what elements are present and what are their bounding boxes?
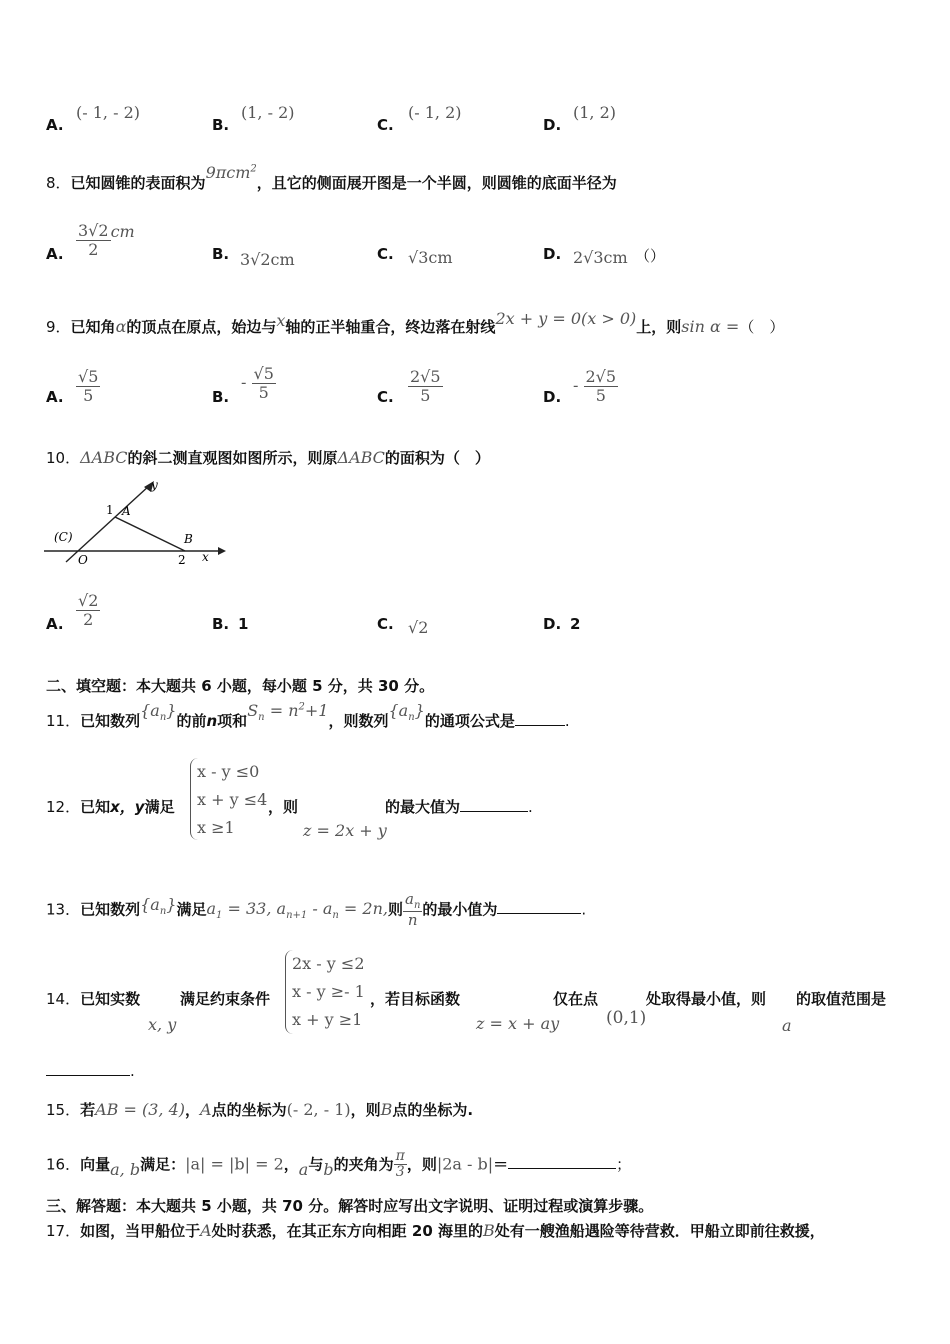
q8-option-a-unit: cm	[110, 222, 135, 241]
q15-point-b: B	[380, 1100, 393, 1119]
q15-text-4: ，则	[350, 1101, 381, 1119]
question-8-stem	[46, 163, 617, 193]
q14-text-1: 已知实数	[80, 990, 141, 1008]
q15-text-1: 若	[80, 1101, 96, 1119]
q8-option-d-letter: D.	[543, 245, 562, 263]
q14-constraint-system	[285, 950, 365, 1034]
q14-text-5: 处取得最小值，则	[646, 990, 767, 1008]
q12-tail	[385, 796, 533, 817]
q14-xy: x, y	[148, 1015, 177, 1034]
q8-text-post: ，且它的侧面展开图是一个半圆，则圆锥的底面半径为	[256, 174, 617, 192]
q16-text-7: ＝	[493, 1155, 509, 1174]
q9-ray: 2x + y = 0(x > 0)	[495, 309, 637, 328]
q7-option-c-letter: C.	[377, 116, 394, 134]
q12-number: 12．	[46, 798, 81, 816]
q14-constraint-3: x + y ≥1	[292, 1010, 363, 1029]
q14-constraint-2: x - y ≥- 1	[292, 982, 365, 1001]
q16-vectors: a, b	[110, 1160, 141, 1180]
fig-label-o: O	[78, 553, 88, 567]
q8-area	[206, 163, 257, 182]
q11-number: 11．	[46, 712, 81, 730]
q15-text-5: 点的坐标为.	[392, 1101, 474, 1119]
q11-seq-a: {a	[140, 701, 160, 720]
q9-x: x	[276, 311, 286, 330]
q7-option-a-value: (- 1, - 2)	[76, 103, 140, 122]
question-12-stem	[46, 796, 175, 817]
q16-number: 16．	[46, 1155, 81, 1174]
q13-condition	[206, 899, 388, 922]
fig-label-a: A	[122, 504, 131, 518]
q14-text-4: 仅在点	[553, 990, 599, 1008]
q10-option-b-value: 1	[238, 615, 249, 633]
q9-option-a-value	[76, 368, 100, 404]
q12-constraint-system	[190, 758, 267, 840]
q11-eq-exp: 2	[298, 701, 305, 713]
q12-text-1: 已知	[80, 798, 111, 816]
q13-cond-sub1: 1	[216, 910, 223, 922]
q15-point-a: A	[200, 1100, 212, 1119]
q14-text-3: ，若目标函数	[370, 990, 461, 1008]
q15-text-3: 点的坐标为	[211, 1101, 287, 1119]
q9-option-c-num: 2√5	[410, 367, 441, 386]
q11-seq2-sub: n	[408, 712, 415, 724]
q10-option-d-value: 2	[570, 615, 581, 633]
q11-seq2-a: {a	[388, 701, 409, 720]
fig-label-two: 2	[178, 553, 186, 567]
q9-option-c-value	[408, 368, 443, 404]
q13-cond-2: = 33, a	[227, 899, 287, 919]
q11-answer-blank[interactable]	[515, 725, 565, 726]
q13-text-1: 已知数列	[80, 900, 141, 919]
q11-text-4: ，则数列	[328, 712, 389, 730]
q9-option-b-num: √5	[253, 364, 274, 383]
fig-label-y: y	[151, 478, 158, 492]
q7-option-a-letter: A.	[46, 116, 64, 134]
question-9-stem	[46, 309, 785, 337]
q10-text-1: 的斜二测直观图如图所示，则原	[127, 449, 338, 467]
q11-end: .	[564, 712, 570, 730]
q13-end: .	[581, 900, 587, 919]
q8-option-b-value: 3√2cm	[240, 250, 295, 269]
q8-option-a-num: 3√2	[78, 221, 109, 240]
q13-seq-a: {a	[140, 895, 160, 915]
q8-option-d-value: 2√3cm	[573, 248, 628, 267]
q7-option-b-letter: B.	[212, 116, 230, 134]
q11-seq-close: }	[166, 701, 177, 720]
q9-option-d-num: 2√5	[585, 367, 617, 386]
q16-angle	[394, 1149, 407, 1181]
segment-ab	[115, 517, 185, 551]
q7-option-d-letter: D.	[543, 116, 562, 134]
q8-option-d-tail: （）	[635, 247, 666, 265]
q13-cond-4: = 2n,	[343, 899, 388, 919]
x-axis-arrow	[218, 547, 226, 555]
q10-option-c-letter: C.	[377, 615, 394, 633]
q13-cond-sub3: n	[332, 910, 339, 922]
q8-number: 8．	[46, 174, 71, 192]
q13-seq-sub: n	[159, 906, 167, 918]
q13-text-4: 的最小值为	[422, 900, 498, 919]
q9-number: 9．	[46, 318, 71, 336]
fig-label-x: x	[202, 550, 209, 564]
q8-option-a-letter: A.	[46, 245, 64, 263]
q14-text-2: 满足约束条件	[180, 990, 271, 1008]
question-16	[46, 1149, 631, 1181]
q10-option-a-letter: A.	[46, 615, 64, 633]
q10-triangle: ΔABC	[80, 448, 128, 467]
q7-option-b-value: (1, - 2)	[241, 103, 295, 122]
q11-seq-2	[388, 701, 425, 724]
q13-number: 13．	[46, 900, 81, 919]
q9-option-c-letter: C.	[377, 388, 394, 406]
q8-option-c-letter: C.	[377, 245, 394, 263]
question-11	[46, 701, 570, 733]
q12-end: .	[528, 798, 533, 816]
q16-three: 3	[395, 1164, 405, 1181]
q17-text-1: 如图，当甲船位于	[80, 1222, 201, 1240]
q13-cond-sub2: n+1	[286, 910, 308, 922]
q7-option-d-value: (1, 2)	[573, 103, 617, 122]
q9-text-3: 轴的正半轴重合，终边落在射线	[285, 318, 496, 336]
q13-fraction	[403, 891, 422, 929]
q11-sum	[247, 701, 329, 724]
q10-triangle-2: ΔABC	[337, 448, 385, 467]
q9-sin: sin α =	[681, 317, 740, 336]
q14-a: a	[782, 1016, 792, 1035]
q14-constraint-1: 2x - y ≤2	[292, 954, 365, 973]
q9-option-c-den: 5	[420, 385, 431, 405]
q13-seq-close: }	[166, 895, 177, 915]
q8-text-pre: 已知圆锥的表面积为	[70, 174, 206, 192]
q12-constraint-2: x + y ≤4	[197, 790, 268, 809]
q12-constraint-1: x - y ≤0	[197, 762, 260, 781]
q16-a: a	[298, 1160, 309, 1180]
q11-seq	[140, 701, 177, 724]
q11-seq-sub: n	[159, 712, 167, 724]
q10-option-c-value: √2	[408, 618, 429, 637]
q16-text-5: 的夹角为	[333, 1155, 394, 1174]
question-14-stem	[46, 988, 140, 1009]
q17-point-a: A	[200, 1221, 212, 1240]
q11-seq2-close: }	[414, 701, 425, 720]
q10-option-b-letter: B.	[212, 615, 230, 633]
q10-number: 10．	[46, 449, 81, 467]
q8-option-b-letter: B.	[212, 245, 230, 263]
q15-number: 15．	[46, 1101, 81, 1119]
q13-seq	[140, 895, 177, 918]
q9-option-d-value	[573, 368, 618, 404]
q12-text-2: 满足	[144, 798, 175, 816]
question-15	[46, 1099, 473, 1120]
q9-option-d-sign: -	[573, 375, 579, 395]
q8-area-exp: 2	[250, 163, 257, 175]
q17-number: 17．	[46, 1222, 81, 1240]
q15-coord: (- 2, - 1)	[286, 1100, 351, 1119]
q9-option-b-den: 5	[258, 382, 269, 402]
q9-option-b-sign: -	[241, 372, 247, 392]
q17-point-b: B	[483, 1221, 495, 1240]
q12-text-3: ，则	[268, 798, 299, 816]
q16-expression: |2a - b|	[436, 1154, 494, 1174]
q11-text-3: 项和	[217, 712, 248, 730]
q10-option-a-value	[76, 592, 100, 628]
fig-label-b: B	[184, 532, 193, 546]
q13-cond-a1: a	[206, 899, 217, 919]
q13-frac-num-sub: n	[413, 900, 421, 911]
q12-answer-blank[interactable]	[460, 811, 528, 812]
q10-option-a-den: 2	[83, 609, 94, 629]
q8-option-a-den: 2	[88, 239, 99, 259]
q9-text-5: （ ）	[739, 318, 785, 336]
q9-option-a-num: √5	[78, 367, 99, 386]
q16-text-1: 向量	[80, 1155, 111, 1174]
q16-text-6: ，则	[406, 1155, 437, 1174]
q10-option-a-num: √2	[78, 591, 99, 610]
q11-s-sub: n	[258, 712, 265, 724]
q16-condition: |a| = |b| = 2	[185, 1154, 284, 1174]
section-2-heading: 二、填空题：本大题共 6 小题，每小题 5 分，共 30 分。	[46, 677, 435, 695]
q11-eq-2: +1	[304, 701, 329, 720]
q13-frac-den: n	[407, 911, 418, 929]
q9-option-b-letter: B.	[212, 388, 230, 406]
q17-text-2: 处时获悉，在其正东方向相距 20 海里的	[211, 1222, 483, 1240]
q10-text-2: 的面积为（ ）	[384, 449, 490, 467]
q9-text-4: 上，则	[636, 318, 682, 336]
q15-vector-ab: AB = (3, 4)	[95, 1100, 186, 1119]
fig-label-one: 1	[106, 503, 114, 517]
q17-text-3: 处有一艘渔船遇险等待营救．甲船立即前往救援，	[494, 1222, 825, 1240]
q13-answer-blank[interactable]	[497, 913, 581, 914]
q14-answer-blank[interactable]	[46, 1075, 130, 1076]
q7-option-c-value: (- 1, 2)	[408, 103, 462, 122]
q8-option-c-value: √3cm	[408, 248, 453, 267]
question-10-stem	[46, 447, 490, 468]
q13-text-3: 则	[387, 900, 403, 919]
q16-text-2: 满足：	[140, 1155, 186, 1174]
fig-label-c: (C)	[54, 530, 73, 544]
q9-text-2: 的顶点在原点，始边与	[126, 318, 277, 336]
q9-option-d-letter: D.	[543, 388, 562, 406]
q8-option-a-value	[76, 222, 135, 258]
q9-option-d-den: 5	[595, 385, 606, 405]
q11-text-5: 的通项公式是	[424, 712, 515, 730]
q10-option-d-letter: D.	[543, 615, 562, 633]
q14-answer-line	[46, 1062, 135, 1080]
q9-option-a-den: 5	[83, 385, 94, 405]
q8-area-value: 9πcm	[205, 163, 251, 182]
q16-pi: π	[395, 1148, 405, 1164]
q12-constraint-3: x ≥1	[197, 818, 235, 837]
q11-eq: = n	[269, 701, 299, 720]
q13-frac-num: a	[405, 890, 414, 908]
q16-text-4: 与	[308, 1155, 324, 1174]
q16-answer-blank[interactable]	[508, 1168, 616, 1169]
q14-number: 14．	[46, 990, 81, 1008]
q14-objective: z = x + ay	[476, 1014, 560, 1033]
q9-alpha: α	[115, 317, 127, 336]
q9-text-1: 已知角	[70, 318, 116, 336]
q9-option-a-letter: A.	[46, 388, 64, 406]
q12-objective: z = 2x + y	[303, 821, 387, 840]
question-13	[46, 891, 586, 929]
q14-text-6: 的取值范围是	[796, 990, 887, 1008]
q12-text-4: 的最大值为	[385, 798, 461, 816]
q11-text-1: 已知数列	[80, 712, 141, 730]
section-3-heading: 三、解答题：本大题共 5 小题，共 70 分。解答时应写出文字说明、证明过程或演算步骤。	[46, 1197, 654, 1215]
q14-point: (0,1)	[606, 1008, 647, 1028]
q13-text-2: 满足	[176, 900, 207, 919]
q16-text-3: ，	[283, 1155, 299, 1174]
q11-text-2: 的前	[176, 712, 207, 730]
q16-b: b	[323, 1160, 334, 1180]
q11-n: n	[206, 712, 218, 730]
q15-text-2: ，	[185, 1101, 201, 1119]
q10-oblique-figure	[40, 475, 230, 570]
question-17	[46, 1220, 825, 1241]
q11-s: S	[247, 701, 259, 720]
q9-option-b-value	[241, 365, 276, 401]
q14-end: .	[130, 1062, 135, 1080]
q16-end: ；	[616, 1155, 632, 1174]
q12-xy: x，y	[110, 798, 145, 816]
q13-cond-3: - a	[312, 899, 333, 919]
